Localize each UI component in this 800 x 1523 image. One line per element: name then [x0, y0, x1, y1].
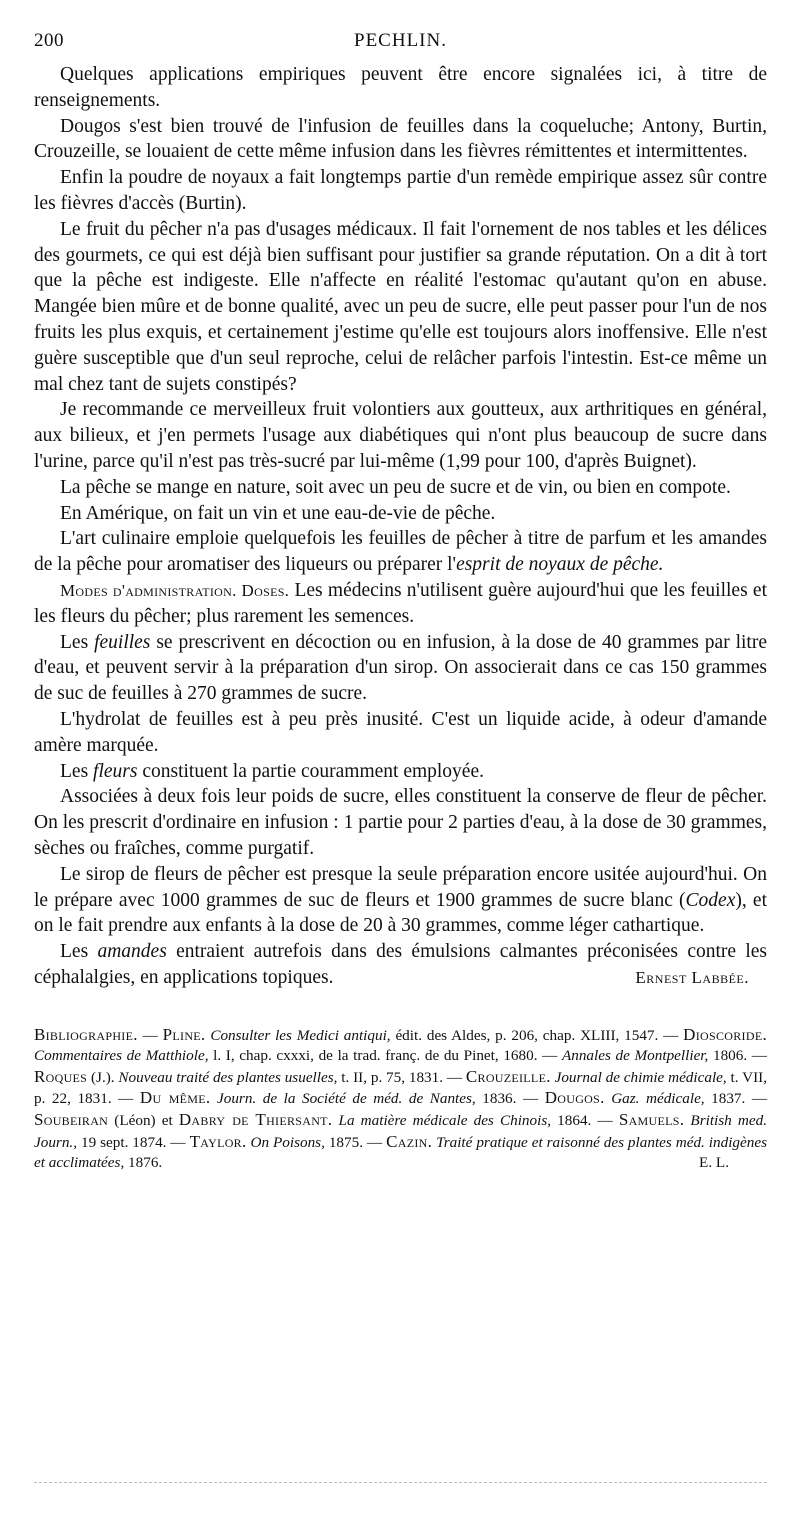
citation-details: t. VII, p. 22, 1831. —	[34, 1068, 767, 1108]
paragraph: Enfin la poudre de noyaux a fait longtemps partie d'un remède empirique assez sûr contre les fièvres d'accès (Burtin).	[34, 167, 767, 214]
paragraph	[34, 526, 767, 578]
italic-term: Codex	[685, 889, 736, 911]
citation-details: t. II, p. 75, 1831. —	[337, 1068, 466, 1086]
work-title: Nouveau traité des plantes usuelles,	[118, 1068, 338, 1086]
author-name: Pline.	[162, 1024, 206, 1044]
author-name: Dioscoride.	[683, 1024, 768, 1044]
paragraph	[34, 630, 767, 707]
work-title: Journ. de la Société de méd. de Nantes,	[210, 1090, 476, 1108]
paragraph: Je recommande ce merveilleux fruit volontiers aux goutteux, aux arthritiques en général, aux bilieux, et j'en permets l'usage aux diabétiques qui n'ont plus beaucoup de sucre dans l'urine, parce qu'il n'est pas très-sucré par lui-même (1,99 pour 100, d'après Buignet).	[34, 399, 767, 472]
author-name: Du même.	[139, 1088, 211, 1108]
italic-term: fleurs	[93, 760, 138, 782]
paragraph	[34, 939, 767, 991]
citation-details: 1875. —	[324, 1133, 387, 1151]
work-title: Annales de Montpellier,	[561, 1047, 709, 1065]
citation-details: 1836. —	[475, 1090, 545, 1108]
work-title: La matière médicale des Chinois,	[332, 1112, 552, 1130]
author-name: Taylor.	[189, 1131, 247, 1151]
paragraph	[34, 578, 767, 630]
paragraph-text: Le sirop de fleurs de pêcher est presque la seule préparation encore usitée aujourd'hui. On le prépare avec 1000 grammes de suc de fleurs et 1900 grammes de sucre blanc (	[34, 863, 767, 911]
paragraph-text: entraient autrefois dans des émulsions calmantes préconisées contre les céphalalgies, en applications topiques.	[34, 941, 767, 988]
paragraph	[34, 759, 767, 785]
italic-term: feuilles	[94, 631, 151, 653]
paragraph-text: constituent la partie couramment employée.	[137, 760, 484, 782]
author-name: Roques	[34, 1066, 88, 1086]
page-header	[34, 22, 767, 62]
paragraph: Dougos s'est bien trouvé de l'infusion de feuilles dans la coqueluche; Antony, Burtin, Crouzeille, se louaient de cette même infusion dans les fièvres rémittentes et intermittentes.	[34, 115, 767, 163]
work-title: Consulter les Medici antiqui,	[205, 1026, 391, 1044]
paragraph-text: ), et on le fait prendre aux enfants à la dose de 20 à 30 grammes, comme léger cathartique.	[34, 889, 767, 937]
page-number: 200	[34, 30, 64, 51]
running-head: PECHLIN.	[354, 30, 447, 51]
separator: —	[137, 1026, 163, 1044]
author-name: Dougos.	[544, 1088, 605, 1108]
paragraph: La pêche se mange en nature, soit avec un peu de sucre et de vin, ou bien en compote.	[60, 476, 731, 498]
citation-details: 1876.	[124, 1154, 163, 1172]
paragraph: Associées à deux fois leur poids de sucre, elles constituent la conserve de fleur de pêcher. On les prescrit d'ordinaire en infusion : 1 partie pour 2 parties d'eau, à la dose de 30 grammes, sèches ou fraîches, comme purgatif.	[34, 786, 767, 859]
paragraph-text: Les	[60, 760, 94, 782]
author-name: Soubeiran	[34, 1110, 109, 1130]
work-title: Journal de chimie médicale,	[550, 1068, 727, 1086]
paragraph-text: L'art culinaire emploie quelquefois les feuilles de pêcher à titre de parfum et les amandes de la pêche pour aromatiser des liqueurs ou préparer l'	[34, 528, 767, 576]
citation-details: 1864. —	[551, 1112, 619, 1130]
paragraph-text: Les	[60, 631, 95, 653]
author-name: Dabry de Thiersant.	[178, 1110, 333, 1130]
author-name: Cazin.	[386, 1131, 433, 1151]
section-heading: Modes d'administration. Doses.	[60, 580, 290, 600]
work-title: British med. Journ.,	[34, 1112, 768, 1151]
citation-details: 1806. —	[708, 1047, 767, 1065]
paragraph: Le fruit du pêcher n'a pas d'usages médicaux. Il fait l'ornement de nos tables et les délices des gourmets, ce qui est déjà bien suffisant pour justifier sa grande réputation. On a dit à tort que la pêche est indigeste. Elle n'affecte en réalité l'estomac qu'autant qu'on en abuse. Mangée bien mûre et de bonne qualité, avec un peu de sucre, elle peut passer pour l'un de nos fruits les plus exquis, et certainement j'estime qu'elle est toujours alors inoffensive. Elle n'est guère susceptible que d'un seul reproche, celui de relâcher parfois l'intestin. Est-ce même un mal chez tant de sujets constipés?	[34, 218, 767, 395]
author-name: Crouzeille.	[465, 1066, 551, 1086]
paragraph	[34, 862, 767, 939]
work-title: On Poisons,	[246, 1133, 325, 1151]
citation-details: 1837. —	[704, 1090, 768, 1108]
bibliography	[34, 1025, 767, 1174]
citation-details: édit. des Aldes, p. 206, chap. XLIII, 1547. —	[390, 1026, 684, 1044]
paragraph-text: se prescrivent en décoction ou en infusion, à la dose de 40 grammes par litre d'eau, et peuvent servir à la préparation d'un sirop. On associerait dans ce cas 150 grammes de suc de feuilles à 270 grammes de sucre.	[34, 631, 768, 705]
author-initials: E. L.	[699, 1154, 729, 1172]
italic-term: amandes	[97, 941, 167, 963]
paragraph: En Amérique, on fait un vin et une eau-de-vie de pêche.	[60, 502, 496, 524]
citation-details: 19 sept. 1874. —	[77, 1133, 190, 1151]
paragraph: Quelques applications empiriques peuvent être encore signalées ici, à titre de renseignements.	[34, 64, 767, 111]
bibliography-text	[34, 1025, 767, 1174]
author-signature: Ernest Labbée.	[635, 967, 749, 987]
author-name: Samuels.	[618, 1110, 685, 1130]
italic-term: esprit de noyaux de pêche.	[456, 554, 664, 576]
citation-details: (J.).	[87, 1068, 119, 1086]
bibliography-label: Bibliographie.	[34, 1024, 138, 1044]
page-bottom-rule	[34, 1482, 767, 1483]
article-body	[34, 62, 767, 991]
paragraph-text: Les médecins n'utilisent guère aujourd'hui que les feuilles et les fleurs du pêcher; plus rarement les semences.	[34, 579, 767, 627]
citation-details: l. I, chap. cxxxi, de la trad. franç. de du Pinet, 1680. —	[208, 1047, 562, 1065]
paragraph: L'hydrolat de feuilles est à peu près inusité. C'est un liquide acide, à odeur d'amande amère marquée.	[34, 708, 767, 756]
citation-details: (Léon) et	[108, 1112, 179, 1130]
work-title: Commentaires de Matthiole,	[34, 1047, 209, 1065]
work-title: Traité pratique et raisonné des plantes méd. indigènes et acclimatées,	[34, 1133, 768, 1172]
paragraph-text: Les	[60, 941, 98, 963]
work-title: Gaz. médicale,	[604, 1090, 705, 1108]
document-page	[34, 22, 767, 1174]
